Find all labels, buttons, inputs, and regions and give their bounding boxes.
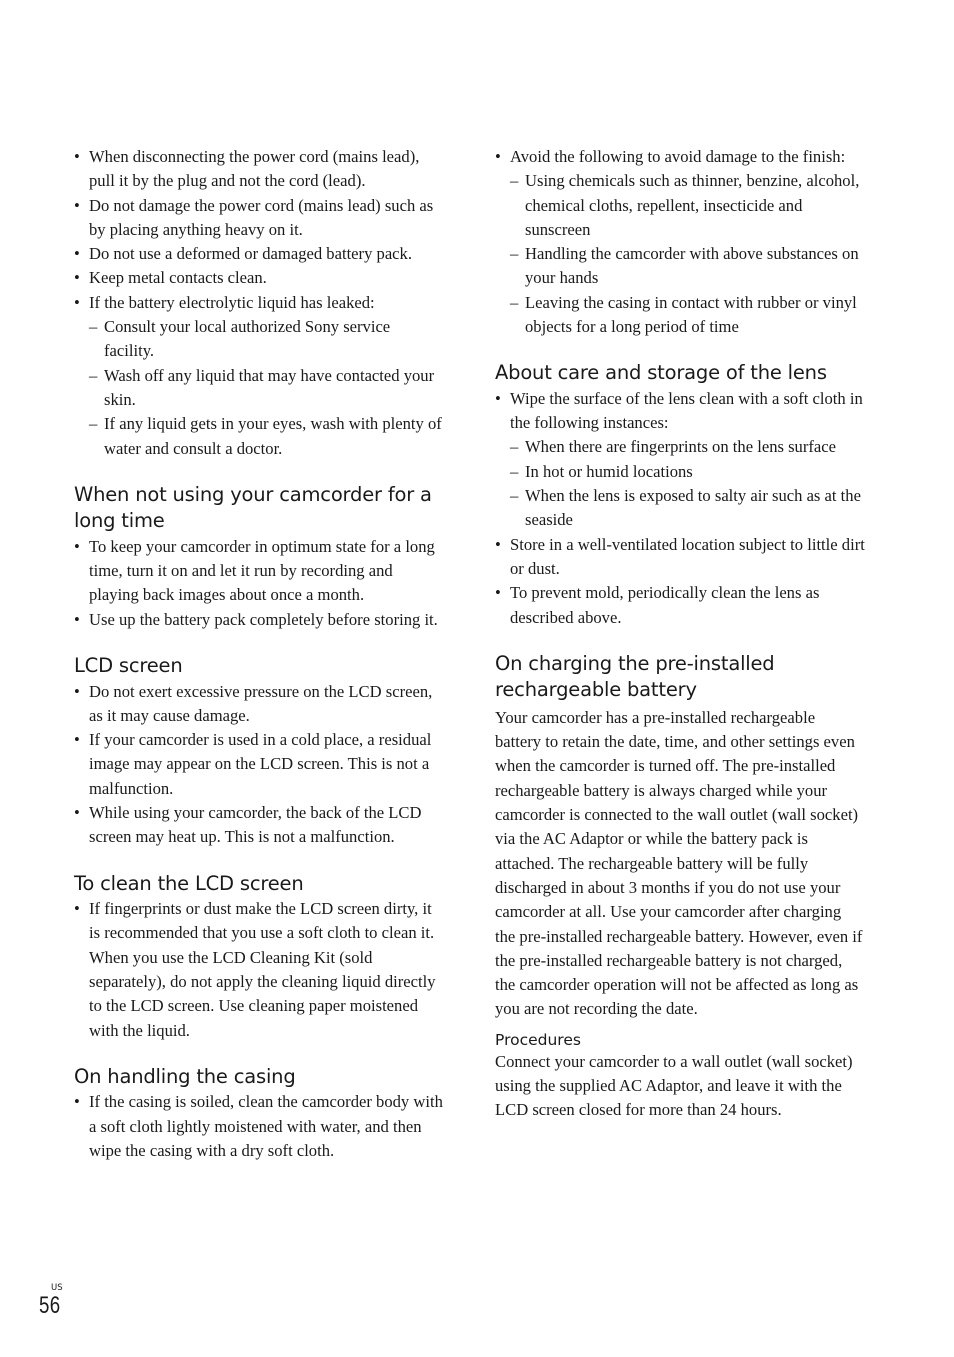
- section-handling-casing: [74, 1064, 444, 1163]
- section-heading: On handling the casing: [74, 1064, 296, 1088]
- page-footer: [39, 1283, 67, 1319]
- sub-list-item: – When the lens is exposed to salty air such as at the seaside: [510, 484, 865, 533]
- list-item: • If the casing is soiled, clean the camcorder body with a soft cloth lightly moistened with water, and then wipe the casing with a dry soft cloth.: [74, 1090, 444, 1163]
- list-item: • Use up the battery pack completely before storing it.: [74, 608, 444, 632]
- section-bullet-list: [74, 897, 444, 1043]
- procedures-paragraph: Connect your camcorder to a wall outlet (wall socket) using the supplied AC Adaptor, and leave it with the LCD screen closed for more than 24 hours.: [495, 1051, 853, 1120]
- intro-bullet-list: [74, 145, 444, 461]
- list-item: • Store in a well-ventilated location subject to little dirt or dust.: [495, 533, 865, 582]
- leak-sub-list: [89, 315, 444, 461]
- list-item: • To prevent mold, periodically clean the lens as described above.: [495, 581, 865, 630]
- sub-list-item: – Handling the camcorder with above substances on your hands: [510, 242, 865, 291]
- list-item-text: Avoid the following to avoid damage to the finish:: [510, 147, 846, 166]
- sub-list-item: – When there are fingerprints on the lens surface: [510, 435, 865, 459]
- section-bullet-list: [74, 535, 444, 632]
- section-heading: LCD screen: [74, 654, 183, 678]
- right-column: [495, 145, 865, 1123]
- list-item: [495, 145, 865, 339]
- section-clean-lcd: [74, 871, 444, 1043]
- section-bullet-list: [495, 387, 865, 630]
- page-region-label: US: [51, 1283, 63, 1293]
- sub-list-item: – Leaving the casing in contact with rubber or vinyl objects for a long period of time: [510, 291, 865, 340]
- sub-list-item: – Consult your local authorized Sony service facility.: [89, 315, 444, 364]
- section-heading: About care and storage of the lens: [495, 361, 827, 385]
- avoid-bullet-list: [495, 145, 865, 339]
- section-lcd-screen: [74, 653, 444, 850]
- sub-list-item: – In hot or humid locations: [510, 460, 865, 484]
- section-bullet-list: [74, 680, 444, 850]
- left-column: [74, 145, 444, 1163]
- section-heading: When not using your camcorder for a long time: [74, 482, 432, 533]
- list-item-text: If the battery electrolytic liquid has leaked:: [89, 292, 375, 312]
- section-charging: [495, 651, 865, 1123]
- wipe-sub-list: [510, 435, 865, 532]
- list-item: • Do not use a deformed or damaged battery pack.: [74, 242, 444, 266]
- sub-list-item: – Wash off any liquid that may have contacted your skin.: [89, 364, 444, 413]
- list-item: • Do not exert excessive pressure on the LCD screen, as it may cause damage.: [74, 680, 444, 729]
- procedures-subheading: Procedures: [495, 1030, 581, 1049]
- list-item-text: Wipe the surface of the lens clean with a soft cloth in the following instances:: [510, 388, 863, 433]
- sub-list-item: – Using chemicals such as thinner, benzine, alcohol, chemical cloths, repellent, insecticide and sunscreen: [510, 169, 865, 242]
- section-heading: On charging the pre-installed rechargeable battery: [495, 651, 775, 702]
- avoid-sub-list: [510, 169, 865, 339]
- charging-paragraph: Your camcorder has a pre-installed rechargeable battery to retain the date, time, and other settings even when the camcorder is turned off. The pre-installed rechargeable battery is always charged while your camcorder is connected to the wall outlet (wall socket) via the AC Adaptor or while the battery pack is attached. The rechargeable battery will be fully discharged in about 3 months if you do not use your camcorder at all. Use your camcorder after charging the pre-installed rechargeable battery. However, even if the pre-installed rechargeable battery is not charged, the camcorder operation will not be affected as long as you are not recording the date.: [495, 707, 863, 1019]
- page-number: 56: [39, 1292, 61, 1319]
- list-item: • While using your camcorder, the back of the LCD screen may heat up. This is not a malfunction.: [74, 801, 444, 850]
- list-item: • If your camcorder is used in a cold place, a residual image may appear on the LCD screen. This is not a malfunction.: [74, 728, 444, 801]
- sub-list-item: – If any liquid gets in your eyes, wash with plenty of water and consult a doctor.: [89, 412, 444, 461]
- list-item: • To keep your camcorder in optimum state for a long time, turn it on and let it run by recording and playing back images about once a month.: [74, 535, 444, 608]
- list-item: • If fingerprints or dust make the LCD screen dirty, it is recommended that you use a soft cloth to clean it. When you use the LCD Cleaning Kit (sold separately), do not apply the cleaning liquid directly to the LCD screen. Use cleaning paper moistened with the liquid.: [74, 897, 444, 1043]
- list-item: [74, 291, 444, 461]
- section-heading: To clean the LCD screen: [74, 871, 304, 895]
- section-bullet-list: [74, 1090, 444, 1163]
- list-item: [495, 387, 865, 533]
- list-item: • Do not damage the power cord (mains lead) such as by placing anything heavy on it.: [74, 194, 444, 243]
- section-not-using: [74, 482, 444, 632]
- list-item: • When disconnecting the power cord (mains lead), pull it by the plug and not the cord (lead).: [74, 145, 444, 194]
- list-item: • Keep metal contacts clean.: [74, 266, 444, 290]
- section-lens-care: [495, 360, 865, 629]
